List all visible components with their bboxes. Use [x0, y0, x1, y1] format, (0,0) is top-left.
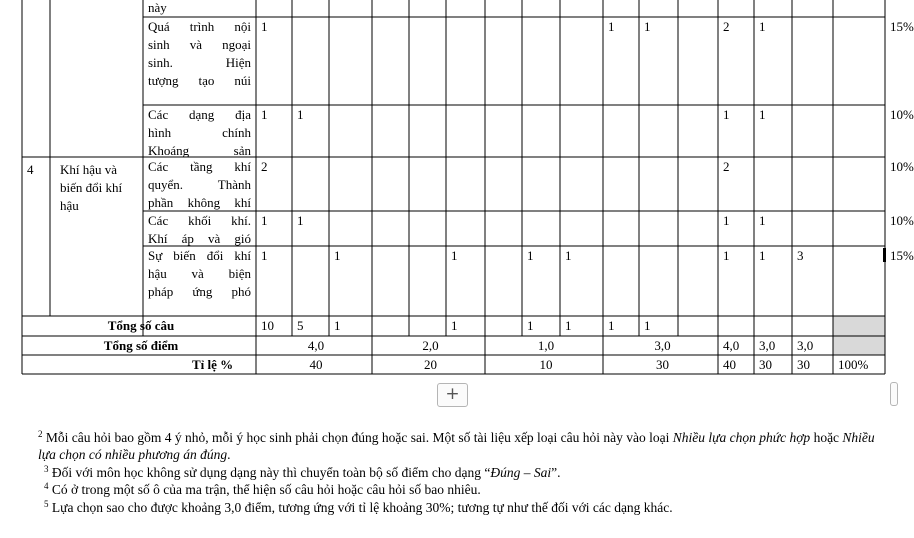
total-questions-cell: 1: [527, 318, 534, 333]
unit-cell: Các dạng địa hình chính Khoáng sản: [148, 107, 251, 158]
total-questions-cell: 1: [644, 318, 651, 333]
matrix-cell: 15%: [890, 19, 914, 34]
total-questions-cell: 10: [261, 318, 274, 333]
matrix-cell: 3: [797, 248, 804, 263]
ratio-group: 30: [656, 357, 669, 372]
add-row-button[interactable]: +: [437, 383, 468, 407]
matrix-cell: 1: [261, 248, 268, 263]
matrix-cell: 1: [261, 213, 268, 228]
shaded-cell: [833, 316, 885, 336]
total-questions-cell: 1: [334, 318, 341, 333]
ratio-group: 40: [309, 357, 323, 372]
matrix-cell: 1: [297, 107, 304, 122]
ratio-cell: 30: [797, 357, 810, 372]
total-questions-cell: 5: [297, 318, 304, 333]
footnotes: [38, 429, 878, 516]
matrix-cell: 10%: [890, 213, 914, 228]
matrix-cell: 1: [759, 213, 766, 228]
matrix-cell: 1: [644, 19, 651, 34]
matrix-cell: 2: [261, 159, 268, 174]
ratio-cell: 30: [759, 357, 772, 372]
cursor-marker: [883, 248, 886, 262]
matrix-cell: 1: [723, 107, 730, 122]
matrix-cell: 1: [261, 19, 268, 34]
ratio-total-cell: 100%: [838, 357, 869, 372]
unit-cell: Sự biến đổi khí hậu và biện pháp ứng phó: [148, 248, 251, 299]
footnote-3: $^3$ Đối với môn học không sử dụng dạng này thì chuyển toàn bộ số điểm cho dạng “Đúng – Sai”.: [44, 463, 561, 480]
footnote-2: $^2$ Mỗi câu hỏi bao gồm 4 ý nhỏ, mỗi ý học sinh phải chọn đúng hoặc sai. Một số tài liệu xếp loại câu hỏi này vào loại Nhiều lựa chọn phức hợp hoặc Nhiều lựa chọn có nhiều phương án đúng.: [38, 429, 875, 462]
matrix-cell: 10%: [890, 107, 914, 122]
ratio-label: Tỉ lệ %: [192, 357, 234, 372]
total-points-cell: 3,0: [797, 338, 814, 353]
unit-cell: này: [148, 0, 167, 15]
matrix-cell: 1: [723, 213, 730, 228]
unit-cell: Các khối khí. Khí áp và gió: [148, 213, 251, 246]
matrix-cell: 1: [608, 19, 615, 34]
matrix-cell: 1: [451, 248, 458, 263]
matrix-cell: 1: [297, 213, 304, 228]
matrix-cell: 2: [723, 19, 730, 34]
unit-cell: Các tầng khí quyển. Thành phần không khí: [148, 159, 251, 210]
matrix-cell: 1: [334, 248, 341, 263]
total-points-group: 2,0: [422, 338, 439, 353]
topic-cell: Khí hậu và biến đổi khí hậu: [60, 162, 123, 213]
matrix-cell: 15%: [890, 248, 914, 263]
matrix-cell: 1: [759, 107, 766, 122]
matrix-cell: 1: [261, 107, 268, 122]
ratio-group: 10: [539, 357, 553, 372]
matrix-cell: 1: [527, 248, 534, 263]
total-points-group: 3,0: [654, 338, 671, 353]
matrix-cell: 1: [759, 248, 766, 263]
matrix-cell: 2: [723, 159, 730, 174]
total-questions-cell: 1: [451, 318, 458, 333]
row-number: 4: [27, 162, 34, 177]
total-points-cell: 3,0: [759, 338, 776, 353]
matrix-cell: 1: [565, 248, 572, 263]
total-questions-label: Tổng số câu: [107, 318, 175, 333]
ratio-group: 20: [424, 357, 437, 372]
matrix-cell: 10%: [890, 159, 914, 174]
total-points-label: Tổng số điểm: [103, 338, 179, 353]
total-points-group: 1,0: [537, 338, 555, 353]
footnote-4: $^4$ Có ở trong một số ô của ma trận, thể hiện số câu hỏi hoặc câu hỏi số bao nhiêu.: [44, 481, 481, 497]
total-questions-cell: 1: [608, 318, 615, 333]
unit-cell: Quá trình nội sinh và ngoại sinh. Hiện tượng tạo núi: [148, 19, 251, 88]
table-resize-handle[interactable]: [890, 382, 898, 406]
matrix-cell: 1: [759, 19, 766, 34]
ratio-cell: 40: [723, 357, 736, 372]
shaded-cell: [833, 336, 885, 355]
total-questions-cell: 1: [565, 318, 572, 333]
matrix-cell: 1: [723, 248, 730, 263]
total-points-cell: 4,0: [723, 338, 740, 353]
total-points-group: 4,0: [307, 338, 325, 353]
footnote-5: $^5$ Lựa chọn sao cho được khoảng 3,0 điểm, tương ứng với tỉ lệ khoảng 30%; tương tự như thế đối với các dạng khác.: [44, 498, 673, 515]
